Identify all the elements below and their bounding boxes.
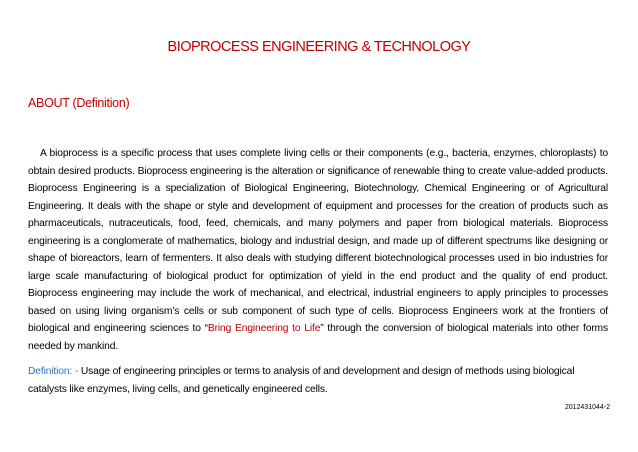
quote-open-mark: “ (204, 323, 208, 335)
document-id: 2012431044-2 (564, 404, 610, 411)
quote-close-mark: ” (320, 323, 324, 335)
section-heading: ABOUT (Definition) (28, 96, 130, 110)
body-paragraph (28, 145, 608, 356)
definition-label: Definition: - (28, 366, 79, 377)
definition-text: Usage of engineering principles or terms to analysis of and development and design of methods using biological catalysts like enzymes, living cells, and genetically engineered cells. (28, 366, 575, 395)
body-text-part2: through the conversion of biological materials into other forms needed by mankind. (28, 323, 608, 353)
page-title: BIOPROCESS ENGINEERING & TECHNOLOGY (167, 39, 471, 55)
definition-paragraph (28, 363, 608, 398)
body-text-part1: A bioprocess is a specific process that uses complete living cells or their components (e.g., bacteria, enzymes, chloroplasts) to obtain desired products. Bioprocess engineering is the alteration or significance of renewable thing to create value-added products. Bioprocess Engineering is a specialization of Biological Engineering, Biotechnology, Chemical Engineering or of Agricultural Engineering. It deals with the shape or style and development of equipment and processes for the creation of products such as pharmaceuticals, nutraceuticals, food, feed, chemicals, and many polymers and paper from biological materials. Bioprocess engineering is a conglomerate of mathematics, biology and industrial design, and made up of different spectrums like designing or shape of bioreactors, learn of fermenters. It also deals with studying different biotechnological processes used in bio industries for large scale manufacturing of biological product for optimization of yield in the end product and the quality of end product. Bioprocess engineering may include the work of mechanical, and electrical, industrial engineers to apply principles to processes based on using living organism’s cells or sub component of such type of cells. Bioprocess Engineers work at the frontiers of biological and engineering sciences to (28, 148, 608, 335)
highlighted-quote: Bring Engineering to Life (207, 323, 321, 335)
